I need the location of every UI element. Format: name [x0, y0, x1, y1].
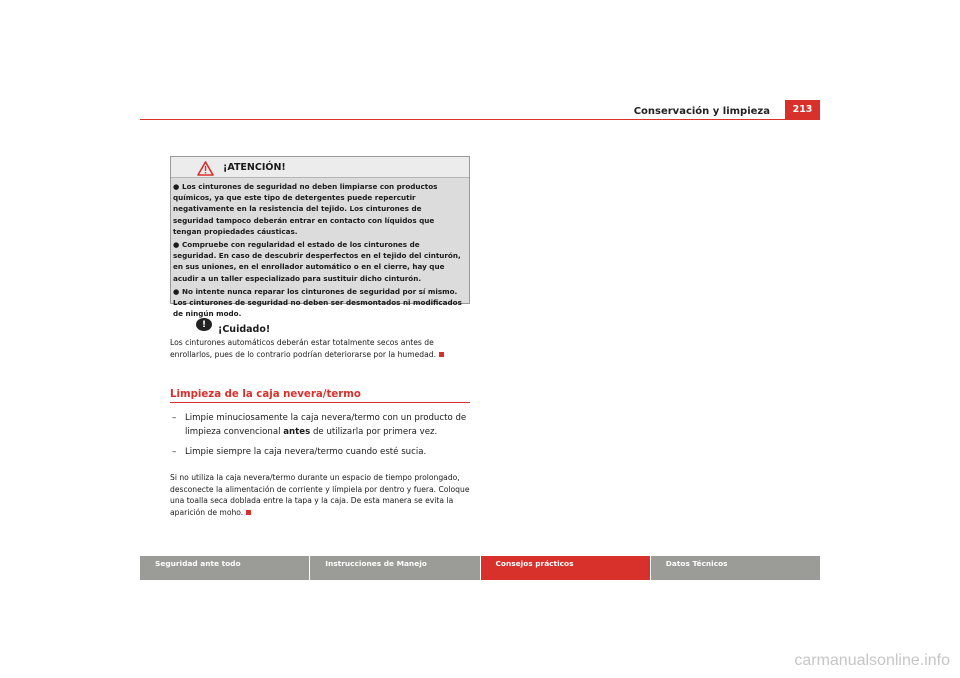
- exclamation-icon: !: [196, 318, 212, 331]
- header-rule: [140, 119, 820, 120]
- warning-title: ¡ATENCIÓN!: [223, 162, 286, 173]
- watermark: carmanualsonline.info: [794, 652, 950, 669]
- bullet-icon: ●: [173, 182, 180, 191]
- caution-text-content: Los cinturones automáticos deberán estar totalmente secos antes de enrollarlos, pues de lo contrario podrían deteriorarse por la humedad.: [170, 338, 436, 359]
- warning-header: [171, 157, 469, 178]
- footer-nav: [140, 556, 820, 580]
- end-mark-icon: [439, 352, 444, 357]
- caution-text: [170, 337, 470, 360]
- dash-icon: –: [172, 447, 177, 457]
- warning-box: [170, 156, 470, 319]
- step-text: [170, 412, 470, 439]
- footer-tab-instrucciones[interactable]: Instrucciones de Manejo: [310, 556, 479, 580]
- section-heading: Limpieza de la caja nevera/termo: [170, 389, 361, 400]
- note-text: [170, 472, 470, 518]
- warning-item: [173, 181, 464, 237]
- page-number: 213: [785, 100, 820, 119]
- warning-triangle-icon: [197, 161, 214, 176]
- note-text-content: Si no utiliza la caja nevera/termo durante un espacio de tiempo prolongado, desconecte la alimentación de corriente y límpiela por dentro y fuera. Coloque una toalla seca doblada entre la tapa y la caja. De esta manera se evita la aparición de moho.: [170, 473, 470, 517]
- step-item: [170, 446, 470, 460]
- footer-tab-datos[interactable]: Datos Técnicos: [651, 556, 820, 580]
- step-text-bold: antes: [283, 426, 311, 437]
- warning-body: [171, 178, 469, 319]
- warning-item-text: Compruebe con regularidad el estado de los cinturones de seguridad. En caso de descubrir desperfectos en el tejido del cinturón, en sus uniones, en el enrollador automático o en el cierre, hay que acudir a un taller especializado para sustituir dicho cinturón.: [173, 240, 461, 283]
- warning-item-text: Los cinturones de seguridad no deben limpiarse con productos químicos, ya que este tipo de detergentes puede repercutir negativamente en la resistencia del tejido. Los cinturones de seguridad tampoco deberán entrar en contacto con líquidos que tengan propiedades cáusticas.: [173, 182, 438, 236]
- bullet-icon: ●: [173, 240, 180, 250]
- step-text: Limpie siempre la caja nevera/termo cuando esté sucia.: [185, 447, 427, 457]
- footer-tab-seguridad[interactable]: Seguridad ante todo: [140, 556, 309, 580]
- step-text-part: de utilizarla por primera vez.: [310, 426, 438, 437]
- header-title: Conservación y limpieza: [633, 106, 770, 117]
- warning-item-text: No intente nunca reparar los cinturones de seguridad por sí mismo. Los cinturones de seguridad no deben ser desmontados ni modificados de ningún modo.: [173, 286, 462, 319]
- warning-item: [173, 239, 464, 284]
- caution-title: ¡Cuidado!: [218, 324, 271, 335]
- step-item: [170, 412, 470, 439]
- section-rule: [170, 402, 470, 403]
- footer-tab-consejos[interactable]: Consejos prácticos: [481, 556, 650, 580]
- bullet-icon: ●: [173, 286, 180, 296]
- step-text-part: Limpie minuciosamente la caja nevera/termo con un producto de limpieza convencional: [185, 413, 467, 437]
- dash-icon: –: [172, 413, 177, 423]
- warning-item: [173, 286, 464, 320]
- end-mark-icon: [246, 510, 251, 515]
